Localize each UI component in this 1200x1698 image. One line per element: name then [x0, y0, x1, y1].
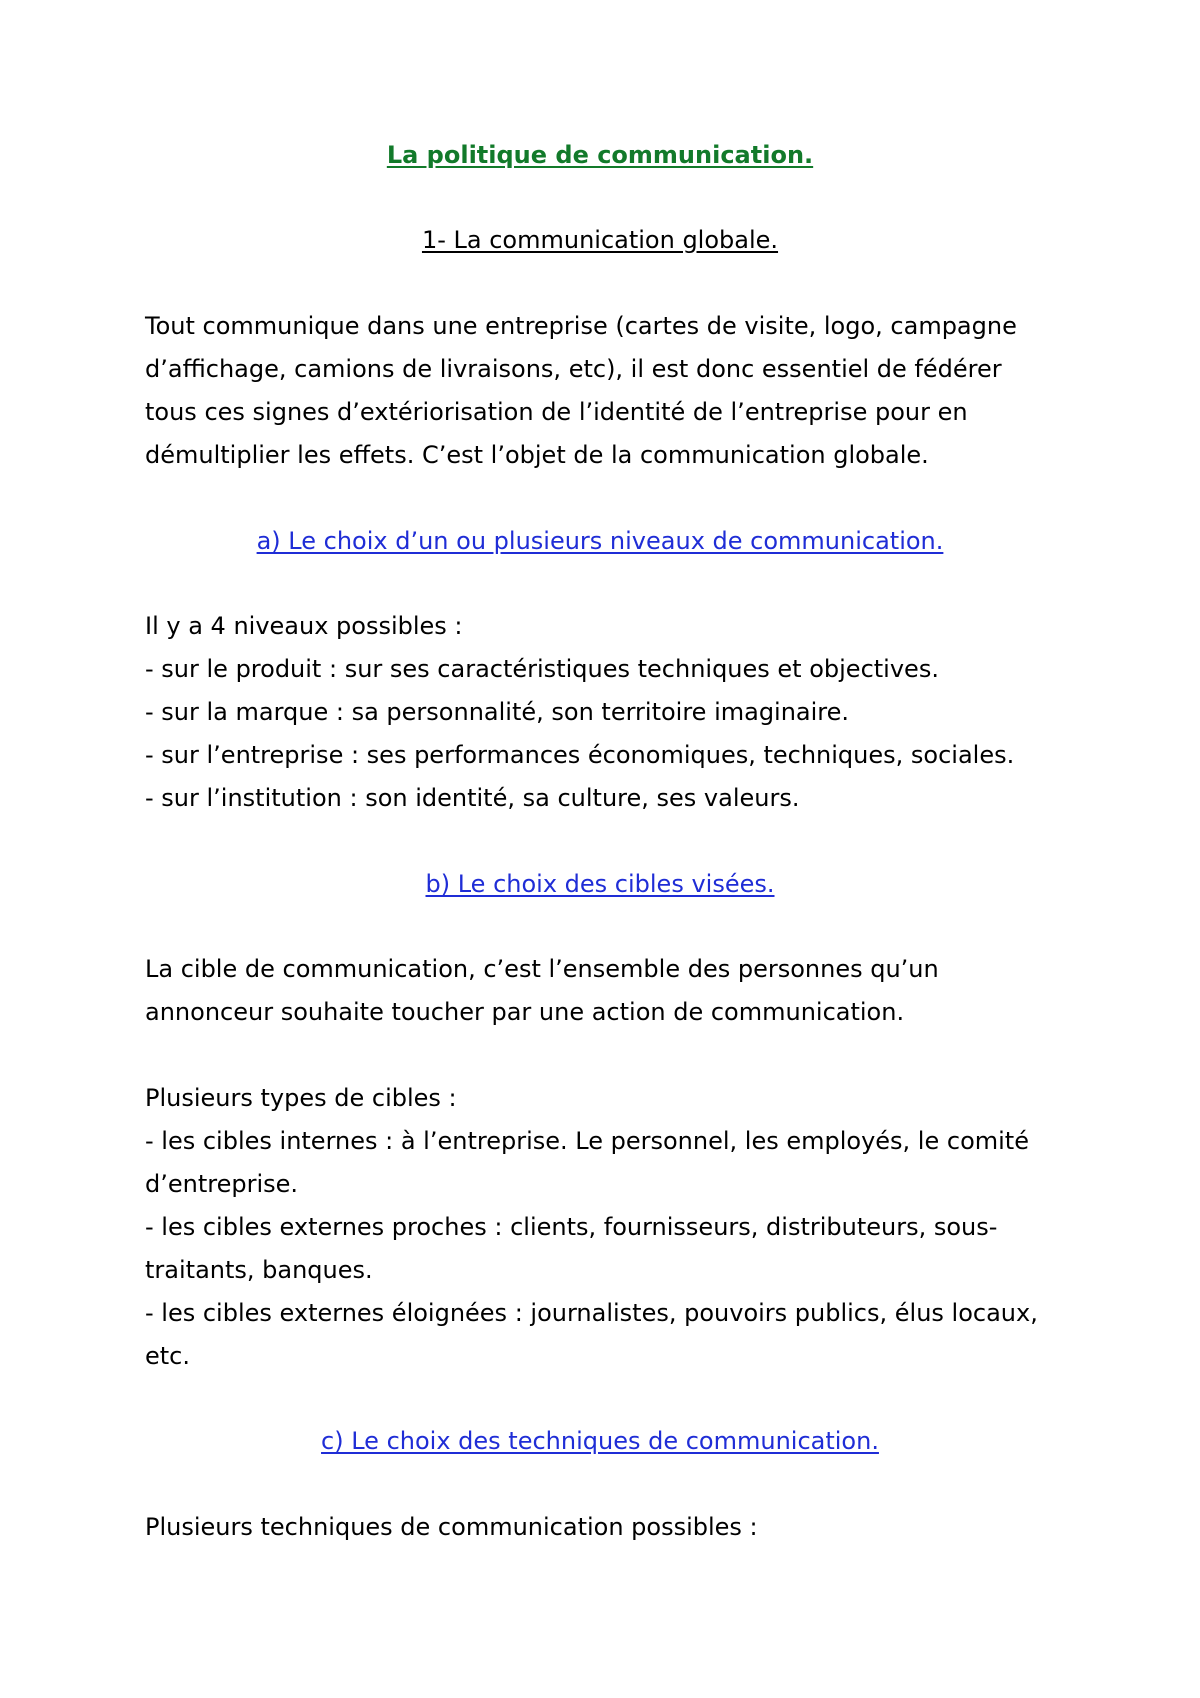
paragraph-line: tous ces signes d’extériorisation de l’identité de l’entreprise pour en [145, 398, 968, 426]
list-item: - les cibles internes : à l’entreprise. Le personnel, les employés, le comité [145, 1127, 1029, 1155]
paragraph-line: d’affichage, camions de livraisons, etc), il est donc essentiel de fédérer [145, 355, 1002, 383]
subheading-niveaux: a) Le choix d’un ou plusieurs niveaux de communication. [256, 527, 944, 555]
list-item-continuation: etc. [145, 1342, 190, 1370]
list-item: - sur le produit : sur ses caractéristiques techniques et objectives. [145, 655, 939, 683]
list-item: - les cibles externes proches : clients, fournisseurs, distributeurs, sous- [145, 1213, 998, 1241]
list-item: - sur l’institution : son identité, sa culture, ses valeurs. [145, 784, 800, 812]
subheading-techniques: c) Le choix des techniques de communication. [321, 1427, 879, 1455]
section-heading-communication-globale: 1- La communication globale. [421, 226, 779, 254]
list-item: - sur la marque : sa personnalité, son territoire imaginaire. [145, 698, 850, 726]
paragraph-line: La cible de communication, c’est l’ensemble des personnes qu’un [145, 955, 939, 983]
list-item: - les cibles externes éloignées : journalistes, pouvoirs publics, élus locaux, [145, 1299, 1038, 1327]
paragraph-line: démultiplier les effets. C’est l’objet de la communication globale. [145, 441, 929, 469]
list-item-continuation: traitants, banques. [145, 1256, 373, 1284]
paragraph-line: Tout communique dans une entreprise (cartes de visite, logo, campagne [145, 312, 1017, 340]
paragraph-line: annonceur souhaite toucher par une action de communication. [145, 998, 905, 1026]
paragraph-line: Plusieurs techniques de communication possibles : [145, 1513, 758, 1541]
document-title: La politique de communication. [386, 141, 814, 169]
list-item-continuation: d’entreprise. [145, 1170, 299, 1198]
paragraph-line: Il y a 4 niveaux possibles : [145, 612, 463, 640]
list-item: - sur l’entreprise : ses performances économiques, techniques, sociales. [145, 741, 1015, 769]
paragraph-line: Plusieurs types de cibles : [145, 1084, 457, 1112]
subheading-cibles: b) Le choix des cibles visées. [425, 870, 775, 898]
